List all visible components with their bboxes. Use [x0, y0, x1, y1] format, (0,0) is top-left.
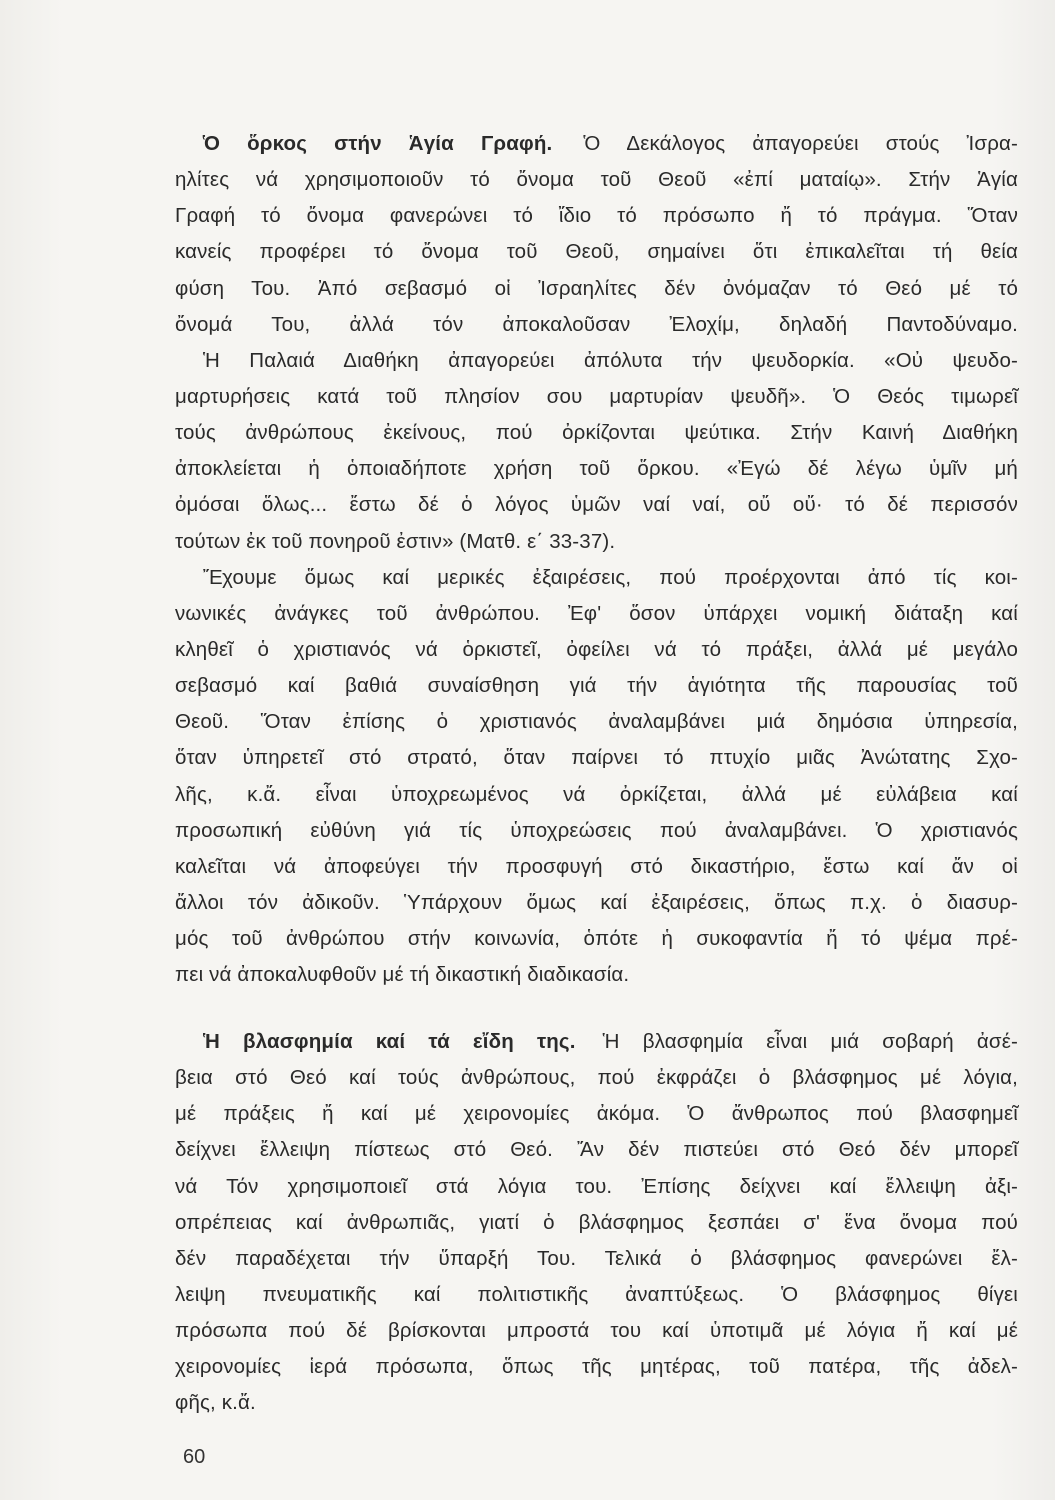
text-line: φῆς, κ.ἄ.	[175, 1391, 256, 1415]
text-line: τούς ἀνθρώπους ἐκείνους, πού ὀρκίζονται ψεύτικα. Στήν Καινή Διαθήκη	[175, 421, 1018, 445]
text-line: πρόσωπα πού δέ βρίσκονται μπροστά του καί ὑποτιμᾶ μέ λόγια ἤ καί μέ	[175, 1319, 1018, 1343]
text-line: Ὁ ὅρκος στήν Ἁγία Γραφή. Ὁ Δεκάλογος ἀπαγορεύει στούς Ἰσρα-	[203, 132, 1018, 155]
text-line: δείχνει ἔλλειψη πίστεως στό Θεό. Ἄν δέν πιστεύει στό Θεό δέν μπορεῖ	[175, 1138, 1018, 1162]
section-heading: Ὁ ὅρκος στήν Ἁγία Γραφή.	[203, 132, 553, 155]
page-number: 60	[183, 1446, 206, 1468]
text-line: νωνικές ἀνάγκες τοῦ ἀνθρώπου. Ἐφ' ὅσον ὑπάρχει νομική διάταξη καί	[175, 601, 1018, 625]
text-line: βεια στό Θεό καί τούς ἀνθρώπους, πού ἐκφράζει ὁ βλάσφημος μέ λόγια,	[175, 1066, 1018, 1090]
text-line: ὄνομά Του, ἀλλά τόν ἀποκαλοῦσαν Ἐλοχίμ, δηλαδή Παντοδύναμο.	[175, 312, 1018, 336]
text-line: ηλίτες νά χρησιμοποιοῦν τό ὄνομα τοῦ Θεοῦ «ἐπί ματαίῳ». Στήν Ἁγία	[175, 168, 1018, 192]
text-line: μαρτυρήσεις κατά τοῦ πλησίον σου μαρτυρίαν ψευδῆ». Ὁ Θεός τιμωρεῖ	[175, 384, 1018, 408]
text-line: προσωπική εὐθύνη γιά τίς ὑποχρεώσεις πού ἀναλαμβάνει. Ὁ χριστιανός	[175, 818, 1018, 842]
text-line: ἄλλοι τόν ἀδικοῦν. Ὑπάρχουν ὅμως καί ἐξαιρέσεις, ὅπως π.χ. ὁ διασυρ-	[175, 890, 1018, 914]
text-line: χειρονομίες ἱερά πρόσωπα, ὅπως τῆς μητέρας, τοῦ πατέρα, τῆς ἀδελ-	[175, 1355, 1018, 1379]
text-line: Γραφή τό ὄνομα φανερώνει τό ἴδιο τό πρόσωπο ἤ τό πράγμα. Ὅταν	[175, 204, 1018, 228]
text-line: Ἡ βλασφημία καί τά εἴδη της. Ἡ βλασφημία εἶναι μιά σοβαρή ἀσέ-	[203, 1030, 1018, 1053]
text-line: μός τοῦ ἀνθρώπου στήν κοινωνία, ὁπότε ἡ συκοφαντία ἤ τό ψέμα πρέ-	[175, 927, 1018, 951]
text-line: κανείς προφέρει τό ὄνομα τοῦ Θεοῦ, σημαίνει ὅτι ἐπικαλεῖται τή θεία	[175, 240, 1018, 264]
text-line: λῆς, κ.ἄ. εἶναι ὑποχρεωμένος νά ὀρκίζεται, ἀλλά μέ εὐλάβεια καί	[175, 782, 1018, 806]
text-line: καλεῖται νά ἀποφεύγει τήν προσφυγή στό δικαστήριο, ἔστω καί ἄν οἱ	[175, 854, 1018, 878]
text-line: σεβασμό καί βαθιά συναίσθηση γιά τήν ἁγιότητα τῆς παρουσίας τοῦ	[175, 674, 1018, 698]
text-line: τούτων ἐκ τοῦ πονηροῦ ἐστιν» (Ματθ. ε΄ 33-37).	[175, 529, 616, 553]
text-line: Ἔχουμε ὅμως καί μερικές ἐξαιρέσεις, πού προέρχονται ἀπό τίς κοι-	[203, 565, 1018, 589]
paragraph-oath	[175, 126, 1018, 993]
text-line: Θεοῦ. Ὅταν ἐπίσης ὁ χριστιανός ἀναλαμβάνει μιά δημόσια ὑπηρεσία,	[175, 710, 1018, 734]
text-line: ὀμόσαι ὅλως... ἔστω δέ ὁ λόγος ὑμῶν ναί ναί, οὔ οὔ· τό δέ περισσόν	[175, 493, 1018, 517]
text-line: οπρέπειας καί ἀνθρωπιᾶς, γιατί ὁ βλάσφημος ξεσπάει σ' ἕνα ὄνομα πού	[175, 1210, 1018, 1234]
text-line: λειψη πνευματικῆς καί πολιτιστικῆς ἀναπτύξεως. Ὁ βλάσφημος θίγει	[175, 1282, 1018, 1306]
text-line: Ἡ Παλαιά Διαθήκη ἀπαγορεύει ἀπόλυτα τήν ψευδορκία. «Οὐ ψευδο-	[203, 348, 1018, 372]
section-heading: Ἡ βλασφημία καί τά εἴδη της.	[203, 1030, 576, 1053]
text-line: μέ πράξεις ἤ καί μέ χειρονομίες ἀκόμα. Ὁ ἄνθρωπος πού βλασφημεῖ	[175, 1102, 1018, 1126]
text-line: φύση Του. Ἀπό σεβασμό οἱ Ἰσραηλίτες δέν ὀνόμαζαν τό Θεό μέ τό	[175, 276, 1018, 300]
text-line: ἀποκλείεται ἡ ὁποιαδήποτε χρήση τοῦ ὅρκου. «Ἐγώ δέ λέγω ὑμῖν μή	[175, 457, 1018, 481]
text-line: πει νά ἀποκαλυφθοῦν μέ τή δικαστική διαδικασία.	[175, 963, 630, 987]
paragraph-blasphemy	[175, 1024, 1018, 1422]
text-line: κληθεῖ ὁ χριστιανός νά ὁρκιστεῖ, ὀφείλει νά τό πράξει, ἀλλά μέ μεγάλο	[175, 637, 1018, 661]
text-line: δέν παραδέχεται τήν ὕπαρξή Του. Τελικά ὁ βλάσφημος φανερώνει ἔλ-	[175, 1246, 1018, 1270]
text-line: νά Τόν χρησιμοποιεῖ στά λόγια του. Ἐπίσης δείχνει καί ἔλλειψη ἀξι-	[175, 1174, 1018, 1198]
text-line: ὅταν ὑπηρετεῖ στό στρατό, ὅταν παίρνει τό πτυχίο μιᾶς Ἀνώτατης Σχο-	[175, 746, 1018, 770]
